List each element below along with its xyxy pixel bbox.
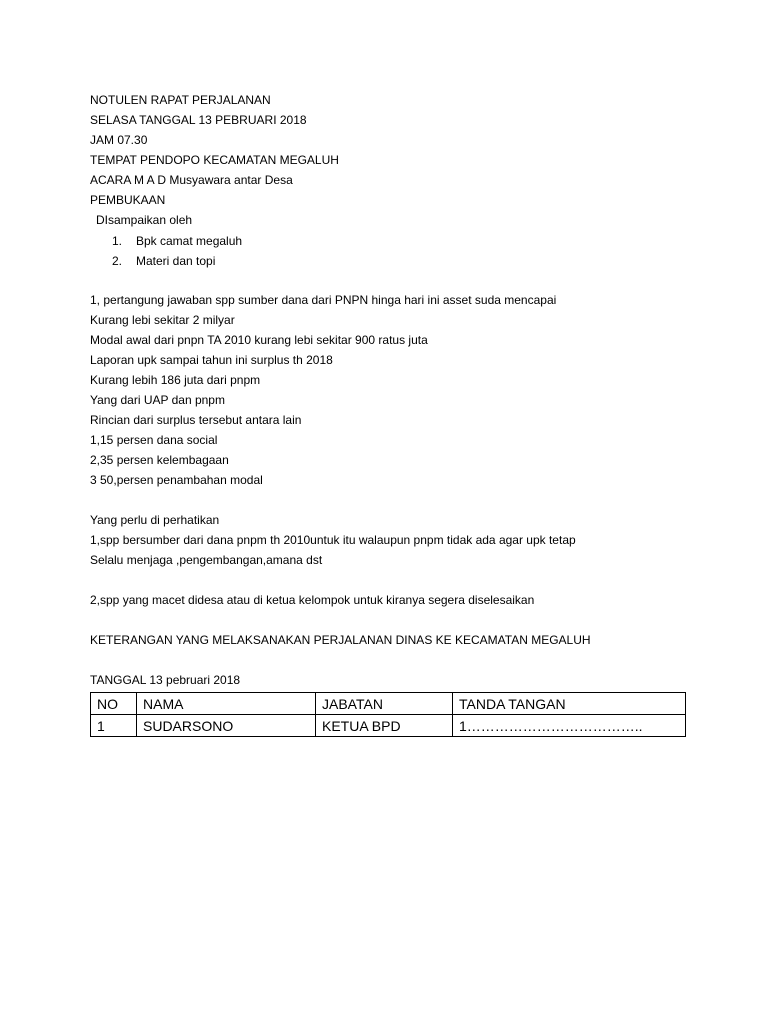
report-line: Kurang lebi sekitar 2 milyar — [90, 313, 235, 327]
report-line: 1,15 persen dana social — [90, 433, 218, 447]
opening-heading: PEMBUKAAN — [90, 193, 166, 207]
header-jabatan: JABATAN — [316, 693, 453, 715]
list-text: Bpk camat megaluh — [136, 234, 243, 248]
list-item — [112, 233, 242, 249]
list-text: Materi dan topi — [136, 254, 216, 268]
meeting-date: SELASA TANGGAL 13 PEBRUARI 2018 — [90, 113, 307, 127]
header-tanda-tangan: TANDA TANGAN — [453, 693, 686, 715]
table-header-row — [91, 693, 686, 715]
report-line: 1, pertangung jawaban spp sumber dana dari PNPN hinga hari ini asset suda mencapai — [90, 293, 557, 307]
report-line: 3 50,persen penambahan modal — [90, 473, 263, 487]
list-number: 2. — [112, 254, 123, 268]
attention-line: 1,spp bersumber dari dana pnpm th 2010untuk itu walaupun pnpm tidak ada agar upk tetap — [90, 533, 576, 547]
meeting-agenda: ACARA M A D Musyawara antar Desa — [90, 173, 293, 187]
remarks-line: KETERANGAN YANG MELAKSANAKAN PERJALANAN DINAS KE KECAMATAN MEGALUH — [90, 633, 591, 647]
report-line: Kurang lebih 186 juta dari pnpm — [90, 373, 261, 387]
report-line: Rincian dari surplus tersebut antara lain — [90, 413, 302, 427]
list-item — [112, 253, 215, 269]
signature-table — [90, 692, 686, 737]
report-line: 2,35 persen kelembagaan — [90, 453, 229, 467]
report-line: Laporan upk sampai tahun ini surplus th 2018 — [90, 353, 333, 367]
delivered-by: DIsampaikan oleh — [96, 213, 193, 227]
cell-nama: SUDARSONO — [137, 715, 316, 737]
meeting-place: TEMPAT PENDOPO KECAMATAN MEGALUH — [90, 153, 339, 167]
table-row — [91, 715, 686, 737]
header-no: NO — [91, 693, 137, 715]
list-number: 1. — [112, 234, 123, 248]
report-line: Modal awal dari pnpn TA 2010 kurang lebi sekitar 900 ratus juta — [90, 333, 428, 347]
attention-point-2: 2,spp yang macet didesa atau di ketua kelompok untuk kiranya segera diselesaikan — [90, 593, 535, 607]
report-line: Yang dari UAP dan pnpm — [90, 393, 225, 407]
cell-tanda-tangan: 1……………………………….. — [453, 715, 686, 737]
cell-jabatan: KETUA BPD — [316, 715, 453, 737]
meeting-time: JAM 07.30 — [90, 133, 148, 147]
remarks-date: TANGGAL 13 pebruari 2018 — [90, 673, 241, 687]
document-title: NOTULEN RAPAT PERJALANAN — [90, 93, 271, 107]
header-nama: NAMA — [137, 693, 316, 715]
attention-line: Selalu menjaga ,pengembangan,amana dst — [90, 553, 323, 567]
attention-heading: Yang perlu di perhatikan — [90, 513, 220, 527]
cell-no: 1 — [91, 715, 137, 737]
